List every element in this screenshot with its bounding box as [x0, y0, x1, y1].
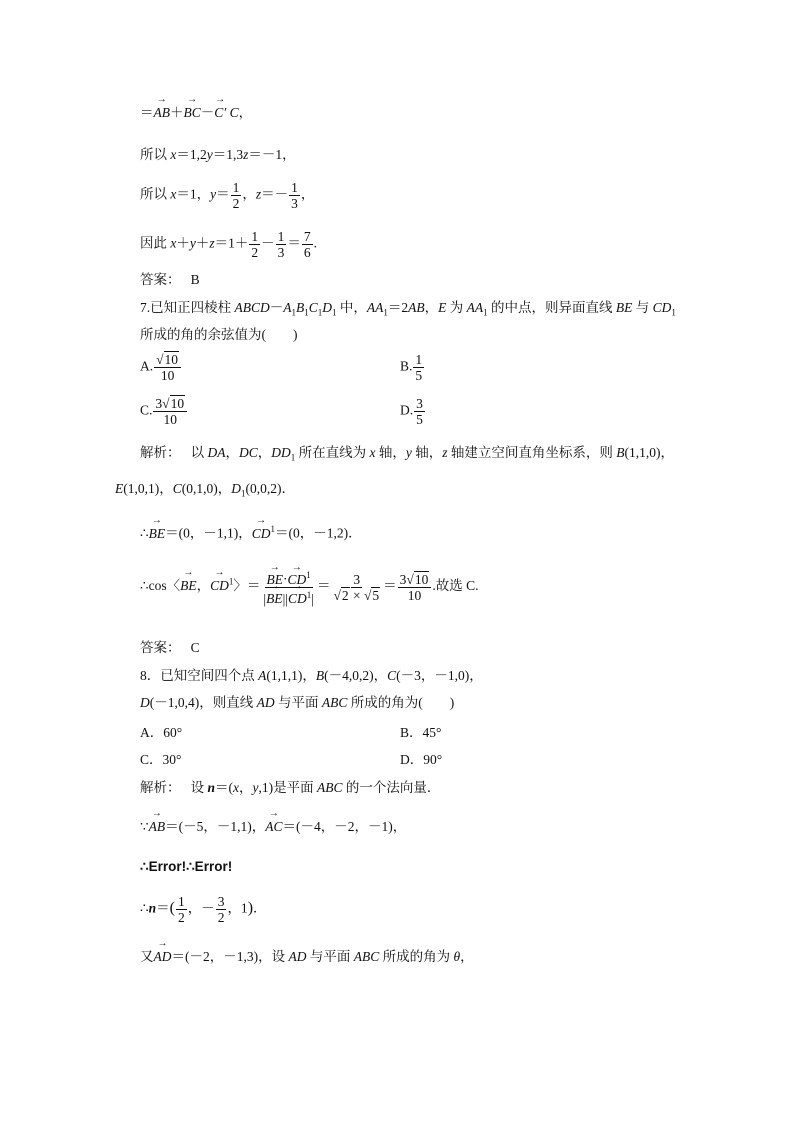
q7-stem: 7.已知正四棱柱 $ABCD-A_1B_1C_1D_1$ 中，$AA_1=2AB$，E 为 $AA_1$ 的中点，则异面直线 BE 与 $CD_1$ — [140, 300, 676, 318]
q8-option-a: A．60° — [140, 725, 183, 740]
q7-option-d: D. $\frac{3}{5}$ — [400, 396, 423, 427]
q7-conclusion: .故选 C. — [432, 578, 479, 594]
q8-option-b: B．45° — [400, 725, 442, 740]
q8-stem-1: 8．已知空间四个点 A(1,1,1)，B(－4,0,2)，C(－3，－1,0)， — [140, 668, 483, 683]
answer-1 — [140, 271, 200, 289]
answer-2 — [140, 639, 200, 657]
answer-value: C — [190, 640, 200, 655]
error-text: ∴Error!∴Error! — [140, 859, 233, 874]
answer-label: 答案： — [140, 272, 181, 287]
line-solve-xyz: 所以 x＝1,2y＝1,3z＝－1， — [140, 147, 296, 162]
q7-option-c: C. $\frac{3√10}{10}$ — [140, 396, 188, 427]
q7-option-b: B. $\frac{1}{5}$ — [400, 352, 423, 383]
line-vector-sum: ＝→ AB＋→ BC－→ C′ C， — [140, 104, 252, 122]
q8-option-d: D．90° — [400, 752, 443, 767]
q7-solution-3: ∴→ BE＝(0，－1,1)，→ $CD^1=(0$，－1,2)． — [140, 520, 362, 543]
q8-solution-2: ∵→ AB＝(－5，－1,1)，→ AC＝(－4，－2，－1)， — [140, 818, 406, 836]
line-xyz-values: 所以 x＝1，y＝ $\frac{1}{2}$ ，z＝－ $\frac{1}{3}$ ， — [140, 180, 315, 211]
q7-solution-4: ∴cos〈→ BE，→ $CD^1$〉＝ → $\frac{BE\cdot\to CD^1}{|\to BE||\to CD^1|}$ ＝ $\frac{3}{√2 \times √5}$ ＝ $\frac{3√10}{10}$ .故选 C. — [140, 568, 478, 606]
q8-solution-3 — [140, 858, 232, 876]
q8-solution-4: ∴n＝( $\frac{1}{2}$ ，－ $\frac{3}{2}$ ，1)． — [140, 894, 267, 925]
q7-option-a: A. $\frac{√10}{10}$ — [140, 352, 182, 383]
q7-stem-2: 所成的角的余弦值为( ) — [140, 327, 298, 342]
q8-solution-5: 又→ AD＝(－2，－1,3)，设 AD 与平面 ABC 所成的角为 θ， — [140, 948, 474, 966]
q8-solution-1: 解析： 设 n＝(x，y,1)是平面 ABC 的一个法向量． — [140, 780, 441, 795]
q7-solution-1: 解析： 以 DA，DC，$DD_1$ 所在直线为 x 轴，y 轴，z 轴建立空间直角坐标系，则 B(1,1,0)， — [140, 445, 675, 463]
answer-value: B — [190, 272, 200, 287]
solution-label: 解析： — [140, 780, 181, 795]
line-sum: 因此 x＋y＋z＝1＋ $\frac{1}{2}$ － $\frac{1}{3}$ ＝ $\frac{7}{6}$ . — [140, 229, 318, 260]
q8-stem-2: D(－1,0,4)，则直线 AD 与平面 ABC 所成的角为( ) — [140, 695, 455, 710]
q8-option-c: C．30° — [140, 752, 182, 767]
solution-label: 解析： — [140, 445, 181, 460]
answer-label: 答案： — [140, 640, 181, 655]
q7-solution-2: E(1,0,1)，C(0,1,0)，$D_1(0,0,2)$． — [115, 481, 296, 499]
